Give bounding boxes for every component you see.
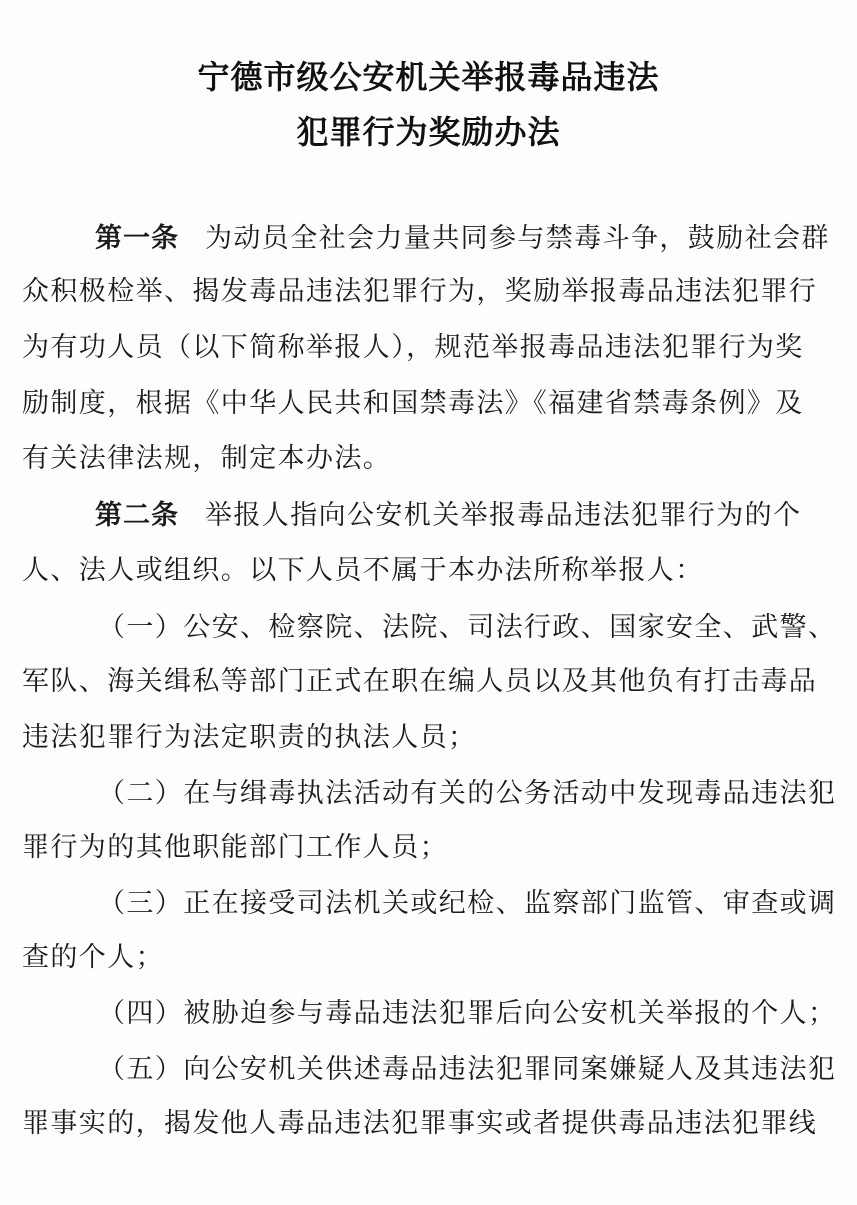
item-2-line-2: 罪行为的其他职能部门工作人员； (22, 832, 448, 863)
document-title-line-1: 宁德市级公安机关举报毒品违法 (197, 58, 660, 96)
article-1-line-3: 为有功人员（以下简称举报人），规范举报毒品违法犯罪行为奖 (22, 332, 804, 363)
article-1-line-2: 众积极检举、揭发毒品违法犯罪行为，奖励举报毒品违法犯罪行 (22, 276, 818, 307)
article-1-line-5: 有关法律法规，制定本办法。 (22, 443, 392, 474)
article-1-text-1: 为动员全社会力量共同参与禁毒斗争，鼓励社会群 (205, 223, 830, 254)
article-2-line-1 (95, 498, 840, 534)
article-2-text-1: 举报人指向公安机关举报毒品违法犯罪行为的个 (205, 500, 802, 531)
item-1-line-3: 违法犯罪行为法定职责的执法人员； (22, 722, 477, 753)
article-2-label: 第二条 (95, 500, 179, 531)
item-3-line-2: 查的个人； (22, 942, 164, 973)
item-2-line-1: （二）在与缉毒执法活动有关的公务活动中发现毒品违法犯 (98, 778, 837, 809)
article-1-label: 第一条 (95, 223, 179, 254)
article-2-line-2: 人、法人或组织。以下人员不属于本办法所称举报人： (22, 555, 704, 586)
item-3-line-1: （三）正在接受司法机关或纪检、监察部门监管、审查或调 (98, 888, 837, 919)
article-1-line-4: 励制度，根据《中华人民共和国禁毒法》《福建省禁毒条例》及 (22, 388, 804, 419)
item-1-line-1: （一）公安、检察院、法院、司法行政、国家安全、武警、 (98, 612, 837, 643)
item-5-line-2: 罪事实的，揭发他人毒品违法犯罪事实或者提供毒品违法犯罪线 (22, 1108, 818, 1139)
item-1-line-2: 军队、海关缉私等部门正式在职在编人员以及其他负有打击毒品 (22, 666, 818, 697)
document-title-line-2: 犯罪行为奖励办法 (296, 113, 561, 151)
item-5-line-1: （五）向公安机关供述毒品违法犯罪同案嫌疑人及其违法犯 (98, 1054, 837, 1085)
item-4-line-1: （四）被胁迫参与毒品违法犯罪后向公安机关举报的个人； (98, 998, 837, 1029)
article-1-line-1 (95, 221, 840, 257)
